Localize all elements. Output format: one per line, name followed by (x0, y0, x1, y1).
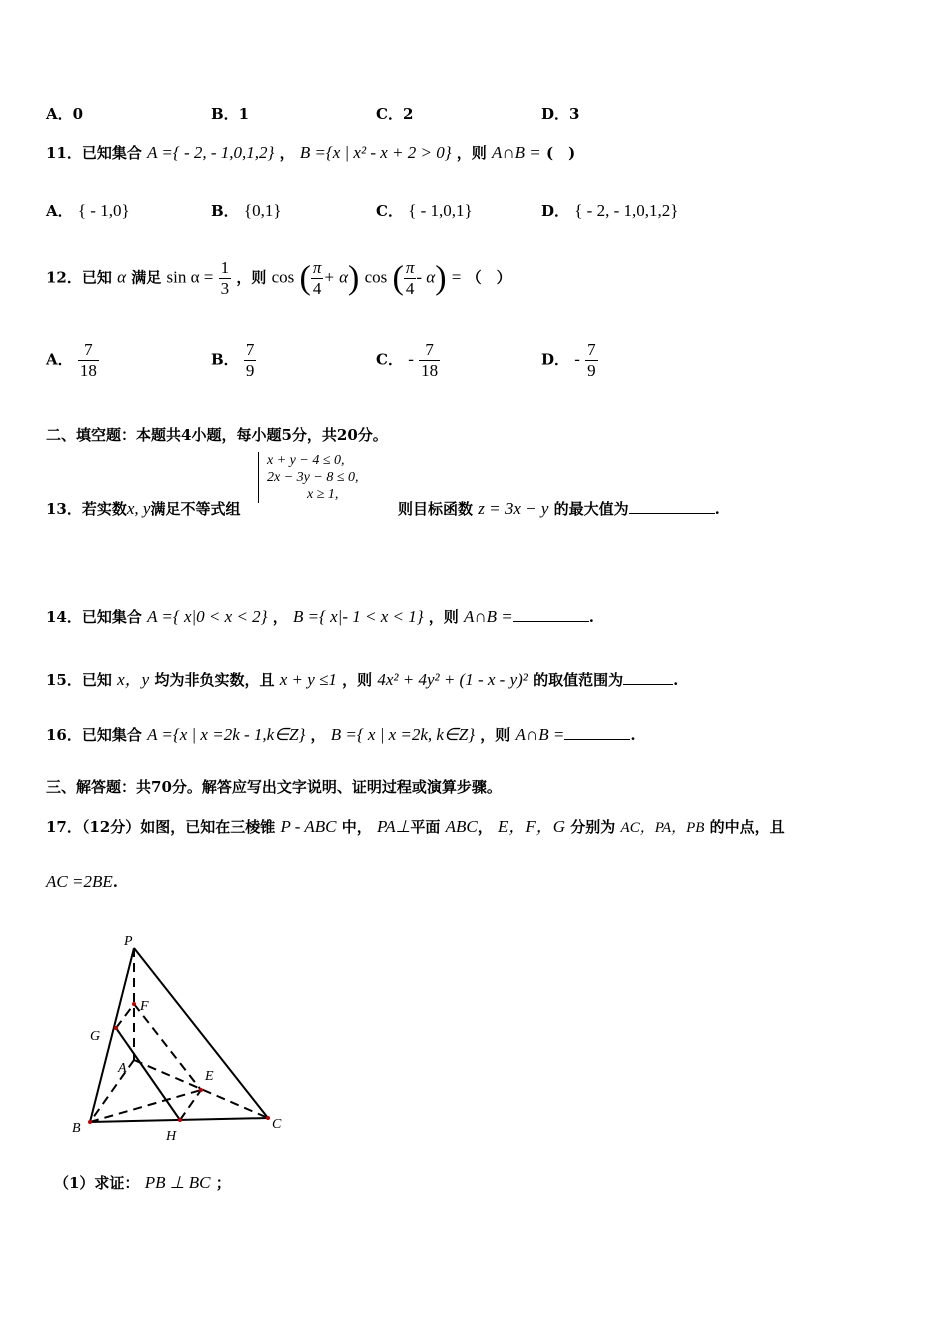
label-p: P (124, 934, 133, 949)
q15-answer-blank[interactable] (623, 670, 673, 685)
q17-segs: AC，PA，PB (620, 820, 705, 836)
q15-expr: 4x² + 4y² + (1 - x - y)² (377, 670, 528, 689)
q17-dot: . (112, 873, 118, 891)
q12-option-b-den: 9 (245, 361, 255, 380)
q15-prefix: 15．已知 (46, 671, 112, 689)
q12-option-c (376, 340, 440, 381)
q12-four-1: 4 (312, 279, 322, 298)
label-e: E (205, 1069, 214, 1084)
edge-be (90, 1090, 201, 1122)
q12-eq: = (451, 267, 462, 287)
q12-number: 12．已知 (46, 268, 112, 287)
q12-four-2: 4 (405, 279, 415, 298)
q14-sep: ， (272, 608, 288, 626)
q11-sep: ， (279, 144, 295, 162)
q11-number: 11．已知集合 (46, 144, 142, 162)
q12-pi-frac-1 (311, 258, 324, 299)
question-13-goal (398, 498, 720, 519)
q11-option-c-value: { - 1,0,1} (408, 201, 473, 220)
q16-ask: A∩B = (515, 725, 565, 744)
q16-then: ，则 (480, 726, 511, 744)
q12-sin-den: 3 (220, 279, 230, 298)
q15-cond: x + y ≤1 (279, 670, 337, 689)
q17-part1-label: （1）求证： (54, 1174, 140, 1192)
q12-minus-alpha: - α (416, 267, 436, 287)
label-g: G (90, 1029, 101, 1044)
point-b (88, 1120, 92, 1124)
q15-end: . (673, 671, 679, 689)
q13-ineq-2: 2x − 3y − 8 ≤ 0, (267, 470, 359, 485)
q12-option-c-letter: C． (376, 350, 403, 369)
q12-option-a-letter: A． (46, 350, 73, 369)
label-a: A (118, 1061, 127, 1076)
q12-pi-1: π (312, 258, 322, 277)
q12-option-d-letter: D． (541, 350, 570, 369)
q12-option-a-frac (78, 340, 99, 381)
edge-ab (90, 1060, 134, 1122)
q12-sin-num: 1 (220, 258, 230, 277)
q12-cos2: cos (364, 267, 388, 287)
q13-goal: 则目标函数 (398, 500, 474, 518)
q12-cos1: cos (271, 267, 295, 287)
label-f: F (140, 999, 149, 1014)
q14-answer-blank[interactable] (513, 607, 589, 622)
q17-abc: ABC (445, 817, 478, 836)
q17-plane: 平面 (410, 818, 441, 836)
q15-mid: 均为非负实数，且 (154, 671, 275, 689)
q17-part1-end: ； (215, 1174, 231, 1192)
q14-then: ，则 (428, 608, 459, 626)
question-17 (46, 812, 785, 837)
q17-cond: AC =2BE (46, 872, 113, 891)
section-2-heading: 二、填空题：本题共4小题，每小题5分，共20分。 (46, 426, 388, 444)
q13-mid: 满足不等式组 (150, 500, 241, 518)
q15-vars: x，y (117, 670, 150, 689)
q11-option-b-letter: B． (211, 202, 239, 220)
q12-option-c-sign: - (408, 349, 414, 369)
q12-option-d-den: 9 (587, 361, 596, 380)
q13-prefix: 13．若实数 (46, 500, 127, 518)
point-f (132, 1002, 136, 1006)
q12-option-d-frac (585, 340, 598, 381)
q17-are: 分别为 (570, 818, 616, 836)
q12-sin-frac (219, 258, 232, 299)
q11-option-a-value: { - 1,0} (77, 201, 130, 220)
point-e (199, 1088, 203, 1092)
point-c (266, 1116, 270, 1120)
q12-option-a-num: 7 (78, 340, 99, 361)
question-12: 12．已知 α 满足 sin α = $\frac{1}{3}$ ，则 cos ( $\frac{\pi}{4}$ + α) cos ( $\frac{\pi}{4}$ - α) = （ ） (46, 258, 512, 298)
q13-vars: x, y (126, 499, 151, 518)
q11-option-b-value: {0,1} (243, 201, 282, 220)
q15-then: ，则 (342, 671, 373, 689)
q11-option-d-value: { - 2, - 1,0,1,2} (574, 201, 679, 220)
question-13 (46, 498, 240, 519)
section-3-heading: 三、解答题：共70分。解答应写出文字说明、证明过程或演算步骤。 (46, 778, 502, 796)
pyramid-figure (70, 930, 300, 1150)
q14-set-b: B ={ x|- 1 < x < 1} (292, 607, 424, 626)
q11-set-a: A ={ - 2, - 1,0,1,2} (147, 143, 275, 162)
question-14 (46, 606, 594, 627)
q11-ask: A∩B = (492, 143, 541, 162)
q16-sep: ， (310, 726, 326, 744)
q12-plus-alpha: + α (323, 267, 349, 287)
q12-option-b (211, 340, 256, 381)
q12-option-b-letter: B． (211, 350, 239, 369)
q17-mids: 的中点，且 (709, 818, 785, 836)
q12-alpha: α (117, 267, 127, 287)
q13-tail: 的最大值为 (553, 500, 629, 518)
q11-option-d-letter: D． (541, 202, 570, 220)
q13-end: . (714, 500, 720, 518)
q12-pi-frac-2 (404, 258, 417, 299)
q16-set-a: A ={x | x =2k - 1,k∈Z} (147, 725, 306, 744)
q12-paren: （ ） (466, 268, 512, 287)
q14-ask: A∩B = (464, 607, 513, 626)
label-b: B (72, 1121, 81, 1136)
q17-zh: 中， (341, 818, 372, 836)
q12-option-a (46, 340, 99, 381)
q12-pi-2: π (405, 258, 415, 277)
q12-option-c-num: 7 (419, 340, 440, 361)
edge-fe (134, 1004, 201, 1090)
q10-option-a: A．0 (46, 105, 84, 123)
q17-prefix: 17．（12分）如图，已知在三棱锥 (46, 818, 276, 836)
label-h: H (166, 1129, 177, 1144)
q14-end: . (588, 608, 595, 626)
q11-option-c-letter: C． (376, 202, 403, 220)
q16-prefix: 16．已知集合 (46, 726, 142, 744)
point-g (114, 1026, 118, 1030)
q10-option-c: C．2 (376, 105, 414, 123)
edge-pc (134, 948, 268, 1118)
q11-option-a-letter: A． (46, 202, 73, 220)
q11-option-c (376, 200, 473, 221)
q11-tail: ，则 (456, 144, 487, 162)
q10-option-d: D．3 (541, 105, 580, 123)
q12-sin-lhs: sin α = (166, 267, 214, 287)
question-16 (46, 724, 636, 745)
q14-set-a: A ={ x|0 < x < 2} (147, 607, 268, 626)
q12-option-b-num: 7 (245, 340, 255, 359)
q11-option-b (211, 200, 282, 221)
q16-set-b: B ={ x | x =2k, k∈Z} (330, 725, 476, 744)
q14-prefix: 14．已知集合 (46, 608, 142, 626)
q12-then: ，则 (236, 268, 267, 287)
q13-ineq-1: x + y − 4 ≤ 0, (267, 453, 345, 468)
q17-condition-line (46, 872, 118, 892)
q10-option-b: B．1 (211, 105, 250, 123)
q11-option-d (541, 200, 678, 221)
q12-option-d (541, 340, 598, 381)
q16-answer-blank[interactable] (564, 725, 630, 740)
q11-set-b: B ={x | x² - x + 2 > 0} (299, 143, 452, 162)
q13-ineq-3: x ≥ 1, (307, 487, 339, 502)
q15-tail: 的取值范围为 (533, 671, 624, 689)
q17-perp: PA⊥ (377, 817, 411, 836)
q17-comma: ， (477, 818, 493, 836)
q17-pyramid: P - ABC (280, 817, 337, 836)
q11-paren: ( ) (546, 144, 576, 162)
q13-inequality-system (258, 452, 359, 503)
q12-mid: 满足 (131, 268, 162, 287)
q17-efg: E，F，G (498, 817, 566, 836)
q12-option-a-den: 18 (79, 361, 97, 380)
q17-part1-expr: PB ⊥ BC (144, 1173, 211, 1192)
q17-part-1 (54, 1172, 231, 1193)
q13-answer-blank[interactable] (629, 499, 715, 514)
q16-end: . (630, 726, 636, 744)
q13-expr: z = 3x − y (478, 499, 549, 518)
q12-option-b-frac (244, 340, 257, 381)
point-h (178, 1118, 182, 1122)
q12-option-d-num: 7 (587, 340, 596, 359)
q11-option-a (46, 200, 130, 221)
question-11 (46, 142, 575, 163)
q12-option-c-den: 18 (421, 361, 439, 380)
question-15 (46, 665, 678, 690)
label-c: C (272, 1117, 282, 1132)
q12-option-c-frac (419, 340, 440, 381)
q12-option-d-sign: - (574, 349, 580, 369)
